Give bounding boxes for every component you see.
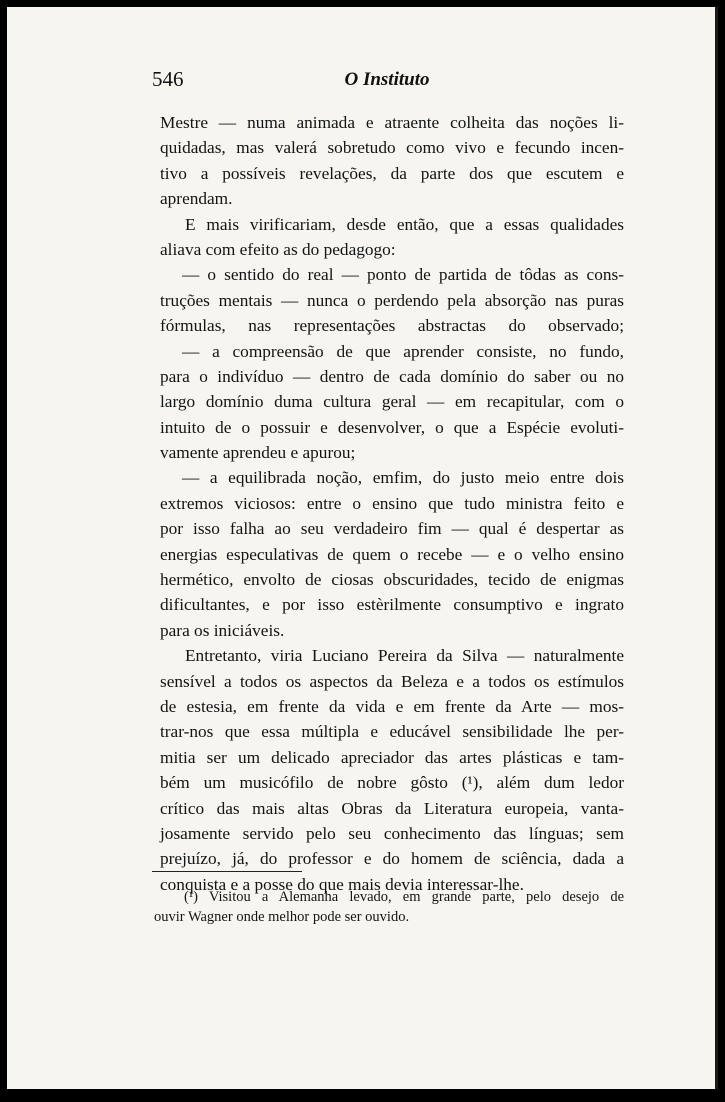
text-line: aliava com efeito as do pedagogo: bbox=[160, 239, 396, 259]
text-line: vamente aprendeu e apurou; bbox=[160, 443, 356, 463]
text-line: para o indivíduo — dentro de cada domínio do saber ou no bbox=[160, 366, 624, 386]
page-sheet bbox=[7, 7, 718, 1089]
text-line: prejuízo, já, do professor e do homem de sciência, dada a bbox=[160, 849, 624, 869]
text-line: dificultantes, e por isso estèrilmente consumptivo e ingrato bbox=[160, 595, 624, 615]
text-line: Entretanto, viria Luciano Pereira da Silva — naturalmente bbox=[185, 646, 624, 666]
text-line: — a compreensão de que aprender consiste, no fundo, bbox=[182, 341, 624, 361]
footnote-line: ouvir Wagner onde melhor pode ser ouvido. bbox=[154, 909, 410, 925]
text-line: E mais virificariam, desde então, que a essas qualidades bbox=[185, 214, 624, 234]
text-line: para os iniciáveis. bbox=[160, 620, 285, 640]
text-line: fórmulas, nas representações abstractas do observado; bbox=[160, 316, 624, 336]
text-line: hermético, envolto de ciosas obscuridades, tecido de enigmas bbox=[160, 570, 624, 590]
running-title: O Instituto bbox=[344, 69, 430, 90]
text-line: de estesia, em frente da vida e em frente da Arte — mos- bbox=[160, 696, 624, 716]
text-line: por isso falha ao seu verdadeiro fim — qual é despertar as bbox=[160, 519, 624, 539]
text-line: Mestre — numa animada e atraente colheita das noções li- bbox=[160, 113, 624, 132]
text-line: truções mentais — nunca o perdendo pela absorção nas puras bbox=[160, 290, 624, 310]
text-line: quidadas, mas valerá sobretudo como vivo e fecundo incen- bbox=[160, 138, 624, 158]
text-line: aprendam. bbox=[160, 189, 233, 209]
text-line: bém um musicófilo de nobre gôsto (¹), além dum ledor bbox=[160, 773, 624, 793]
text-line: trar-nos que essa múltipla e educável sensibilidade lhe per- bbox=[160, 722, 624, 742]
page-number: 546 bbox=[152, 67, 184, 91]
text-line: energias especulativas de quem o recebe — e o velho ensino bbox=[160, 544, 624, 564]
text-line: crítico das mais altas Obras da Literatura europeia, vanta- bbox=[160, 798, 624, 818]
text-line: intuito de o possuir e desenvolver, o que a Espécie evoluti- bbox=[160, 417, 624, 437]
text-line: largo domínio duma cultura geral — em recapitular, com o bbox=[160, 392, 624, 412]
footnote bbox=[154, 887, 624, 927]
text-line: — o sentido do real — ponto de partida de tôdas as cons- bbox=[182, 265, 624, 285]
text-line: mitia ser um delicado apreciador das artes plásticas e tam- bbox=[160, 747, 624, 767]
page-header bbox=[152, 65, 622, 95]
text-line: tivo a possíveis revelações, da parte dos que escutem e bbox=[160, 163, 624, 183]
body-text bbox=[160, 110, 624, 897]
text-line: — a equilibrada noção, emfim, do justo meio entre dois bbox=[182, 468, 624, 488]
footnote-line: (¹) Visitou a Alemanha levado, em grande parte, pelo desejo de bbox=[184, 889, 624, 905]
footnote-divider bbox=[152, 871, 302, 872]
text-line: sensível a todos os aspectos da Beleza e a todos os estímulos bbox=[160, 671, 624, 691]
text-line: josamente servido pelo seu conhecimento das línguas; sem bbox=[160, 823, 624, 843]
text-line: conquista e a posse do que mais devia interessar-lhe. bbox=[160, 874, 524, 894]
text-line: extremos viciosos: entre o ensino que tudo ministra feito e bbox=[160, 493, 624, 513]
